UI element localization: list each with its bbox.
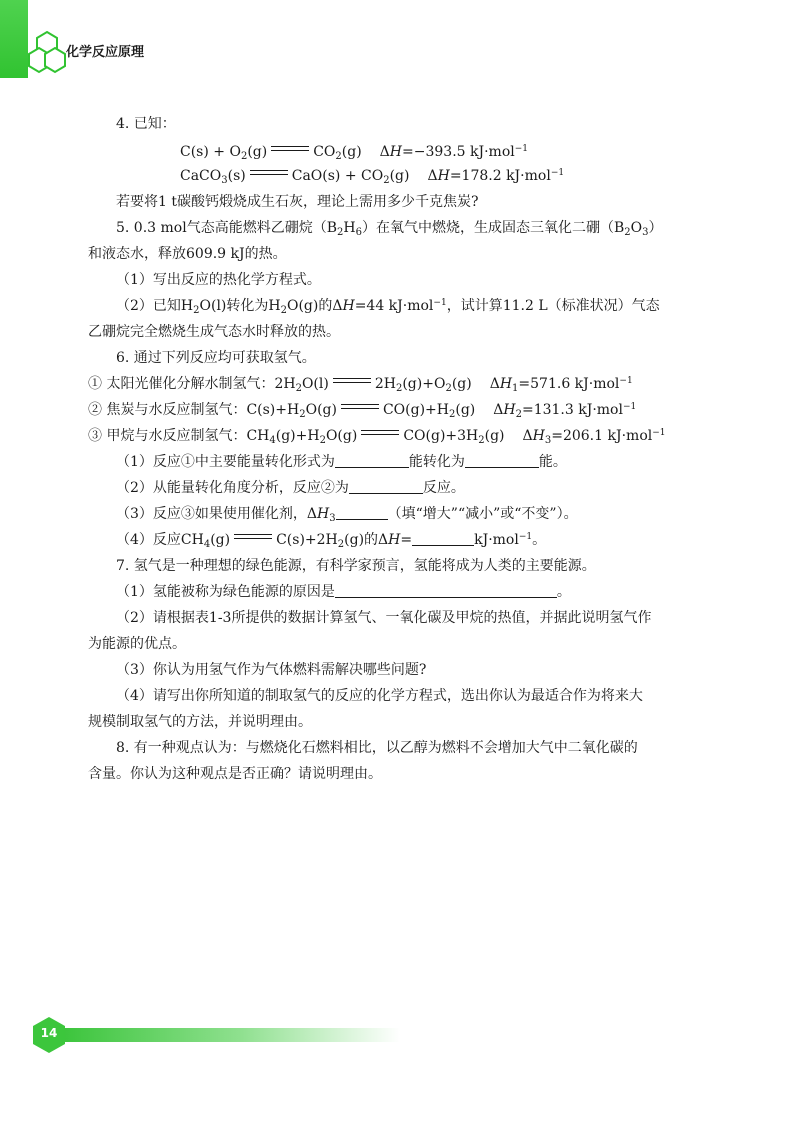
answer-blank — [465, 453, 539, 468]
q5-sub-2: （2）已知$H_2O(l)$转化为$H_2O(g)$的ΔH=44 kJ·mol$^{-1}$，试计算11.2 L（标准状况）气态 — [116, 298, 660, 316]
equals-arrow-icon — [341, 403, 379, 411]
q4-equation-1: $C(s) + O_2(g)$ $CO_2(g)$ ΔH=−393.5 kJ·mol$^{-1}$ — [180, 144, 529, 162]
page-number: 14 — [40, 1026, 58, 1040]
q6-sub-1: （1）反应①中主要能量转化形式为 能转化为 能。 — [116, 454, 567, 470]
answer-blank — [336, 505, 388, 520]
q6-reaction-2: ② 焦炭与水反应制氢气：$C(s)+H_2O(g)$ $CO(g)+H_2(g)$ $\Delta H_2=131.3$ kJ·mol$^{-1}$ — [88, 402, 637, 420]
q7-sub-4-line-2: 规模制取氢气的方法，并说明理由。 — [88, 714, 312, 730]
q6-sub-2: （2）从能量转化角度分析，反应②为 反应。 — [116, 480, 465, 496]
equals-arrow-icon — [234, 533, 272, 541]
q6-reaction-3: ③ 甲烷与水反应制氢气：$CH_4(g)+H_2O(g)$ $CO(g)+3H_2(g)$ $\Delta H_3=206.1$ kJ·mol$^{-1}$ — [88, 428, 666, 446]
equals-arrow-icon — [361, 429, 399, 437]
q4-equation-2: CaCO$_3$(s) $CaO(s) + CO_2(g)$ ΔH=178.2 kJ·mol$^{-1}$ — [180, 168, 565, 186]
q7-intro: 7. 氢气是一种理想的绿色能源，有科学家预言，氢能将成为人类的主要能源。 — [116, 558, 596, 574]
q5-sub-2-line-2: 乙硼烷完全燃烧生成气态水时释放的热。 — [88, 324, 340, 340]
q7-sub-3: （3）你认为用氢气作为气体燃料需解决哪些问题? — [116, 662, 427, 678]
q5-line-2: 和液态水，释放609.9 kJ的热。 — [88, 246, 287, 262]
q7-sub-2: （2）请根据表1-3所提供的数据计算氢气、一氧化碳及甲烷的热值，并据此说明氢气作 — [116, 610, 652, 626]
q7-sub-4: （4）请写出你所知道的制取氢气的反应的化学方程式，选出你认为最适合作为将来大 — [116, 688, 643, 704]
q6-intro: 6. 通过下列反应均可获取氢气。 — [116, 350, 316, 366]
q6-reaction-1: ① 太阳光催化分解水制氢气：$2H_2O(l)$ $2H_2(g)+O_2(g)$ $\Delta H_1=571.6$ kJ·mol$^{-1}$ — [88, 376, 633, 394]
q8-line-2: 含量。你认为这种观点是否正确？请说明理由。 — [88, 766, 382, 782]
q4-question: 若要将1 t碳酸钙煅烧成生石灰，理论上需用多少千克焦炭? — [116, 194, 479, 210]
q7-sub-2-line-2: 为能源的优点。 — [88, 636, 186, 652]
q6-sub-4: （4）反应$CH_4(g)$ $C(s)+2H_2(g)$的ΔH= kJ·mol$^{-1}$。 — [116, 532, 547, 550]
q5-sub-1: （1）写出反应的热化学方程式。 — [116, 272, 321, 288]
answer-blank — [335, 453, 409, 468]
chapter-title: 化学反应原理 — [66, 45, 145, 60]
q8-line-1: 8. 有一种观点认为：与燃烧化石燃料相比，以乙醇为燃料不会增加大气中二氧化碳的 — [116, 740, 638, 756]
q5-line-1: 5. 0.3 mol气态高能燃料乙硼烷$(B_2H_6)$在氧气中燃烧，生成固态三氧化二硼$(B_2O_3)$ — [116, 220, 663, 238]
footer-green-bar — [46, 1028, 400, 1042]
q7-sub-1: （1）氢能被称为绿色能源的原因是 。 — [116, 584, 571, 600]
equals-arrow-icon — [250, 169, 288, 177]
answer-blank — [412, 531, 474, 546]
answer-blank — [335, 583, 557, 598]
q4-intro: 4. 已知： — [116, 116, 176, 132]
equals-arrow-icon — [333, 377, 371, 385]
q6-sub-3: （3）反应③如果使用催化剂，$\Delta H_3$ （填“增大”“减小”或“不变”）。 — [116, 506, 578, 524]
equals-arrow-icon — [271, 145, 309, 153]
answer-blank — [349, 479, 423, 494]
